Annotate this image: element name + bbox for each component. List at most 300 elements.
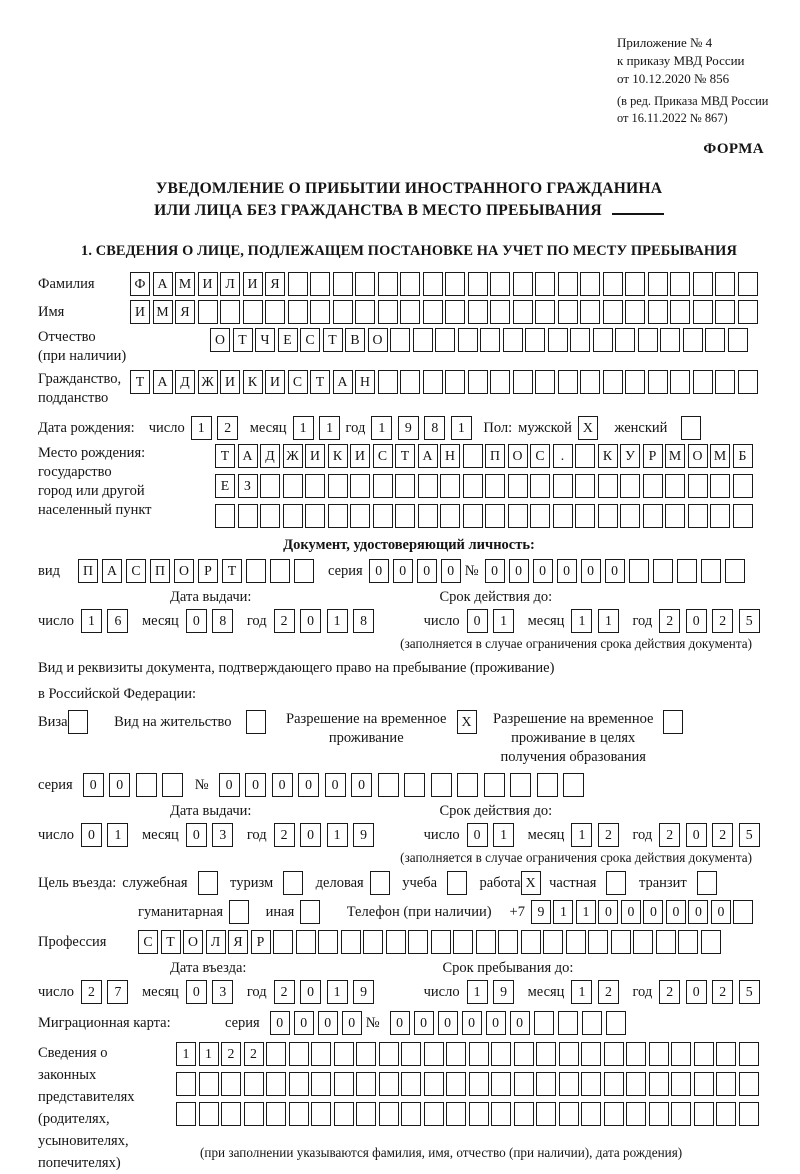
char-box: А [102,559,122,583]
char-box: Т [233,328,253,352]
char-box [508,474,528,498]
char-box [395,504,415,528]
char-box: 2 [712,980,733,1004]
char-box: . [553,444,573,468]
purpose-work-label: работа [479,875,521,892]
char-box [400,370,420,394]
temp-permit-label: Разрешение на временное проживание [286,711,447,747]
char-box: 2 [659,980,680,1004]
char-box: 0 [272,773,293,797]
char-box [440,474,460,498]
char-box [534,1011,554,1035]
char-box [413,328,433,352]
char-box [221,1072,241,1096]
doc-date-headers [38,588,780,606]
birth-place-label: Место рождения: государство город или другой населенный пункт [38,445,152,519]
char-box: 0 [81,823,102,847]
char-box: 0 [581,559,601,583]
char-box: 2 [659,823,680,847]
phone-cells [531,900,756,924]
char-box [559,1042,579,1066]
doc-valid-note: (заполняется в случае ограничения срока действия документа) [400,636,752,652]
char-box [649,1102,669,1126]
annex-line: к приказу МВД России [617,53,745,69]
char-box [424,1072,444,1096]
char-box [198,300,218,324]
char-box [575,504,595,528]
char-box: Р [251,930,271,954]
char-box: 1 [327,823,348,847]
permit-series-row [38,773,780,797]
char-box [728,328,748,352]
purpose-tourism-label: туризм [230,875,274,892]
char-box [670,300,690,324]
doc-valid-day-cells [467,609,520,633]
char-box [535,300,555,324]
char-box [570,328,590,352]
char-box: 3 [212,823,233,847]
char-box: 2 [274,823,295,847]
char-box [490,370,510,394]
char-box [266,1072,286,1096]
char-box: Р [643,444,663,468]
profession-row [38,930,780,954]
purpose-work-checkbox [521,871,544,895]
doc-issue-date-group: число 1 6 месяц 0 8 год 2 0 1 8 [38,609,388,633]
char-box: 0 [467,823,488,847]
char-box [553,504,573,528]
char-box: 0 [486,1011,506,1035]
char-box: 1 [81,609,102,633]
char-box [598,504,618,528]
char-box [620,504,640,528]
char-box [198,871,218,895]
char-box [656,930,676,954]
char-box [435,328,455,352]
title-blank-line [612,213,664,215]
char-box [606,1011,626,1035]
char-box [598,474,618,498]
char-box [457,773,478,797]
number-label: № [464,563,479,580]
char-box [603,272,623,296]
char-box [491,1072,511,1096]
char-box [648,272,668,296]
char-box [296,930,316,954]
char-box: 2 [712,823,733,847]
char-box [418,474,438,498]
char-box [485,474,505,498]
char-box [739,1072,759,1096]
char-box [356,1072,376,1096]
char-box [469,1072,489,1096]
char-box: С [288,370,308,394]
char-box: Л [206,930,226,954]
permit-issue-year-cells [274,823,380,847]
char-box [566,930,586,954]
char-box [663,710,683,734]
char-box: 0 [438,1011,458,1035]
char-box: 0 [621,900,641,924]
number-label: № [365,1015,380,1032]
char-box [580,300,600,324]
char-box: 1 [199,1042,219,1066]
char-box: 8 [353,609,374,633]
char-box [514,1042,534,1066]
char-box [379,1072,399,1096]
char-box: С [300,328,320,352]
permit-valid-note: (заполняется в случае ограничения срока действия документа) [400,850,752,866]
char-box: Д [260,444,280,468]
male-label: мужской [518,420,572,437]
char-box [334,1102,354,1126]
char-box [671,1102,691,1126]
doc-kind-label: вид [38,563,60,580]
sex-male-checkbox [578,416,601,440]
char-box: Т [395,444,415,468]
char-box [670,370,690,394]
char-box [266,1042,286,1066]
char-box [260,474,280,498]
char-box [671,1072,691,1096]
char-box: 9 [531,900,551,924]
char-box: 0 [294,1011,314,1035]
representatives-row [38,1042,780,1174]
identity-doc-row [38,559,780,583]
char-box [305,474,325,498]
char-box [378,300,398,324]
char-box: 0 [467,609,488,633]
char-box: М [153,300,173,324]
char-box [739,1102,759,1126]
char-box [176,1102,196,1126]
char-box: 9 [353,823,374,847]
char-box [563,773,584,797]
doc-valid-date-group: число 0 1 месяц 1 1 год 2 0 2 5 [424,609,774,633]
char-box [246,710,266,734]
char-box: 9 [353,980,374,1004]
char-box [310,300,330,324]
doc-number-cells [485,559,749,583]
char-box [575,474,595,498]
representatives-label: Сведения о законных представителях (родителях, усыновителях, попечителях) [38,1045,135,1172]
char-box: 5 [739,980,760,1004]
char-box [665,474,685,498]
purpose-other-label: иная [265,904,295,921]
char-box [491,1102,511,1126]
char-box [162,773,183,797]
char-box: А [153,370,173,394]
permit-number-cells [219,773,590,797]
char-box [289,1072,309,1096]
birth-place-row3-cells [215,504,755,528]
residence-permit-checkbox [246,710,269,734]
doc-valid-month-cells [571,609,624,633]
char-box: О [508,444,528,468]
entry-month-cells [186,980,239,1004]
char-box: Я [228,930,248,954]
purpose-business-checkbox [370,871,393,895]
char-box [581,1072,601,1096]
char-box: 8 [424,416,445,440]
char-box [310,272,330,296]
char-box: 0 [686,609,707,633]
char-box [404,773,425,797]
char-box [400,300,420,324]
char-box [530,474,550,498]
rep-row2-cells [176,1072,761,1096]
annex-amendment-line: от 16.11.2022 № 867) [617,110,728,125]
phone-prefix: +7 [509,904,525,921]
citizenship-label: Гражданство, подданство [38,371,122,407]
char-box: 1 [451,416,472,440]
sex-label: Пол: [483,420,513,437]
char-box: 1 [467,980,488,1004]
char-box: 0 [686,980,707,1004]
visa-checkbox [68,710,91,734]
char-box [588,930,608,954]
char-box [463,504,483,528]
name-row [38,300,780,324]
char-box [535,370,555,394]
patronymic-label: Отчество (при наличии) [38,329,127,365]
char-box [363,930,383,954]
char-box [423,300,443,324]
char-box [513,300,533,324]
char-box [468,370,488,394]
char-box [738,300,758,324]
char-box [440,504,460,528]
char-box [733,504,753,528]
annex-line: Приложение № 4 [617,35,713,50]
char-box: И [130,300,150,324]
char-box: 0 [298,773,319,797]
char-box [626,1042,646,1066]
form-title-line2: ИЛИ ЛИЦА БЕЗ ГРАЖДАНСТВА В МЕСТО ПРЕБЫВАНИЯ [154,201,602,219]
residence-doc-options-row [38,710,780,767]
char-box [341,930,361,954]
char-box [243,300,263,324]
char-box [386,930,406,954]
char-box: Ж [198,370,218,394]
char-box [401,1072,421,1096]
char-box [485,504,505,528]
annex-block [617,34,780,127]
char-box: 0 [83,773,104,797]
form-title [38,178,780,221]
char-box [350,504,370,528]
char-box: 0 [342,1011,362,1035]
char-box: Д [175,370,195,394]
entry-day-cells [81,980,134,1004]
residence-doc-line2: в Российской Федерации: [38,686,197,703]
char-box [626,1072,646,1096]
char-box [458,328,478,352]
char-box [431,930,451,954]
char-box [558,370,578,394]
char-box [468,272,488,296]
char-box: 0 [462,1011,482,1035]
char-box [373,474,393,498]
char-box [260,504,280,528]
char-box [221,1102,241,1126]
valid-until-header: Срок действия до: [439,803,553,820]
char-box: 1 [493,609,514,633]
char-box [270,559,290,583]
day-label: число [148,420,185,437]
char-box: 2 [274,609,295,633]
char-box [648,300,668,324]
char-box [246,559,266,583]
char-box [328,504,348,528]
char-box: 0 [393,559,413,583]
char-box [283,504,303,528]
char-box [445,300,465,324]
char-box [701,930,721,954]
char-box [401,1042,421,1066]
surname-row [38,272,780,296]
char-box: 2 [598,823,619,847]
char-box [625,272,645,296]
char-box: 0 [688,900,708,924]
char-box: 3 [212,980,233,1004]
char-box [693,300,713,324]
char-box [558,1011,578,1035]
char-box [603,370,623,394]
entry-date-group: число 2 7 месяц 0 3 год 2 0 1 9 [38,980,388,1004]
char-box: П [485,444,505,468]
char-box [503,328,523,352]
char-box [318,930,338,954]
char-box: 1 [176,1042,196,1066]
char-box: И [198,272,218,296]
char-box: 0 [318,1011,338,1035]
patronymic-row [38,328,780,366]
char-box [693,272,713,296]
char-box [548,328,568,352]
purpose-business-label: деловая [315,875,364,892]
char-box [68,710,88,734]
entry-dates-row [38,980,780,1004]
doc-series-cells [369,559,465,583]
char-box [447,871,467,895]
char-box: М [665,444,685,468]
char-box: 0 [245,773,266,797]
mig-number-cells [390,1011,630,1035]
char-box: 0 [711,900,731,924]
citizenship-row [38,370,780,408]
issue-date-header: Дата выдачи: [170,803,252,820]
mig-series-cells [270,1011,366,1035]
char-box [199,1072,219,1096]
char-box [294,559,314,583]
char-box: Б [733,444,753,468]
char-box [633,930,653,954]
char-box: О [210,328,230,352]
temp-permit-checkbox [457,710,480,734]
char-box: 0 [219,773,240,797]
char-box: Т [215,444,235,468]
char-box [677,559,697,583]
char-box [328,474,348,498]
char-box: 9 [398,416,419,440]
char-box [670,272,690,296]
purpose-study-label: учеба [402,875,438,892]
purpose-study-checkbox [447,871,470,895]
char-box [604,1042,624,1066]
char-box [733,474,753,498]
name-label: Имя [38,304,65,321]
char-box: X [457,710,477,734]
char-box [683,328,703,352]
char-box: О [183,930,203,954]
char-box [553,474,573,498]
char-box [581,1042,601,1066]
char-box: 1 [327,609,348,633]
char-box [575,444,595,468]
edu-permit-checkbox [663,710,686,734]
char-box [490,300,510,324]
char-box: 9 [493,980,514,1004]
char-box [535,272,555,296]
char-box: 1 [191,416,212,440]
purpose-label: Цель въезда: [38,875,117,892]
char-box: 1 [576,900,596,924]
char-box: П [78,559,98,583]
char-box [643,504,663,528]
char-box: С [126,559,146,583]
rep-row1-cells [176,1042,761,1066]
char-box: Т [310,370,330,394]
birth-place-row1-cells [215,444,755,468]
sex-female-checkbox [681,416,704,440]
char-box: И [220,370,240,394]
entry-date-header: Дата въезда: [170,960,247,977]
char-box [469,1042,489,1066]
char-box [244,1072,264,1096]
residence-permit-label: Вид на жительство [114,714,232,731]
char-box [220,300,240,324]
char-box [355,300,375,324]
char-box: У [620,444,640,468]
char-box: Е [215,474,235,498]
char-box [424,1102,444,1126]
char-box [665,504,685,528]
rep-row3-cells [176,1102,761,1126]
char-box [559,1072,579,1096]
char-box: И [265,370,285,394]
char-box [625,300,645,324]
char-box: В [345,328,365,352]
char-box [606,871,626,895]
char-box: 0 [485,559,505,583]
permit-series-cells [83,773,189,797]
char-box [229,900,249,924]
char-box [266,1102,286,1126]
char-box [215,504,235,528]
year-label: год [345,420,366,437]
char-box [510,773,531,797]
char-box: Л [220,272,240,296]
visa-label: Виза [38,714,68,731]
purpose-transit-checkbox [697,871,720,895]
char-box [701,559,721,583]
char-box: 5 [739,609,760,633]
char-box: С [530,444,550,468]
stay-day-cells [467,980,520,1004]
doc-issue-month-cells [186,609,239,633]
char-box [334,1042,354,1066]
